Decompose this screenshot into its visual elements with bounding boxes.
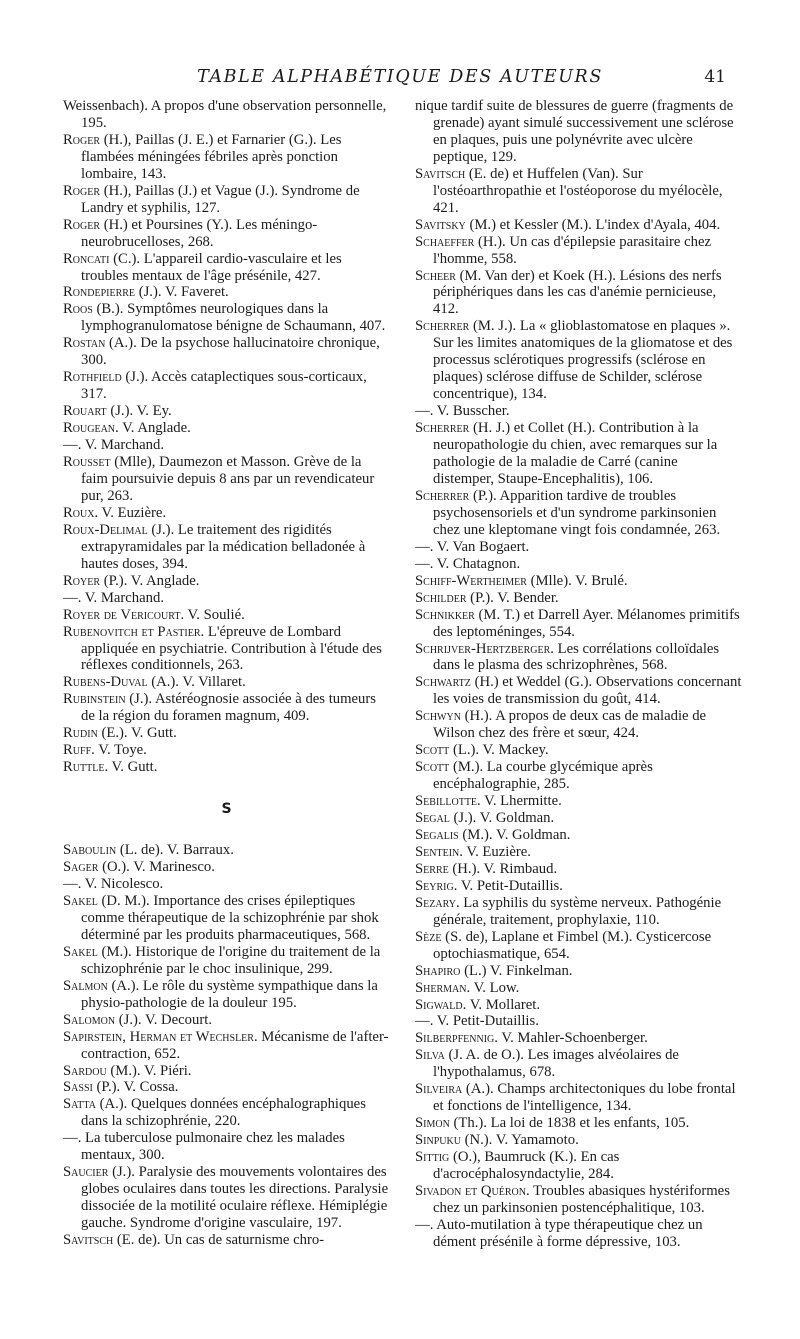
index-entry <box>63 420 390 437</box>
author-name: Rubens-Duval <box>63 674 148 691</box>
author-name: Ruff <box>63 742 92 759</box>
entry-text: (H.). Un cas d'épilepsie parasitaire chez l'homme, 558. <box>433 233 712 267</box>
index-entry <box>63 1232 390 1249</box>
entry-text: . La syphilis du système nerveux. Pathogénie générale, traitement, prophylaxie, 110. <box>433 894 722 928</box>
entry-text: . Les corrélations colloïdales dans le plasma des schrizophrènes, 568. <box>433 640 720 674</box>
index-entry <box>63 590 390 607</box>
author-name: Schaeffer <box>415 233 475 250</box>
author-name: Roux-Delimal <box>63 521 148 538</box>
author-name: Sittig <box>415 1149 450 1166</box>
index-entry <box>415 488 742 539</box>
index-entry <box>63 522 390 573</box>
index-entry <box>415 420 742 488</box>
index-entry <box>415 1013 742 1030</box>
entry-text: (O.). V. Marinesco. <box>98 859 215 876</box>
author-name: Schwyn <box>415 708 461 725</box>
entry-text: (J.). Paralysie des mouvements volontaires des globes oculaires dans toutes les directions. Paralysie dissociée de la motilité oculaire réflexe. Hémiplégie gauche. Syndrome d'origine vasculaire, 197. <box>81 1164 389 1232</box>
author-name: Savitsch <box>63 1232 114 1249</box>
entry-text: (M.). La courbe glycémique après encéphalographie, 285. <box>433 759 653 793</box>
entry-text: . V. Anglade. <box>115 420 191 437</box>
index-entry <box>415 742 742 759</box>
index-entry <box>415 234 742 268</box>
entry-text: (M.). V. Piéri. <box>106 1062 192 1079</box>
author-name: Salmon <box>63 977 108 994</box>
author-name: Schiff-Wertheimer <box>415 572 527 589</box>
author-name: Ruttle <box>63 759 105 776</box>
index-entry <box>415 403 742 420</box>
entry-text: —. V. Marchand. <box>63 437 165 454</box>
index-entry <box>63 573 390 590</box>
index-entry <box>63 335 390 369</box>
entry-text: (P.). V. Cossa. <box>92 1079 179 1096</box>
entry-text: —. V. Busscher. <box>415 403 510 420</box>
entry-text: . Troubles abasiques hystériformes chez un parkinsonien postencéphalitique, 103. <box>433 1183 730 1216</box>
index-entry <box>63 893 390 944</box>
author-name: Sherman <box>415 979 467 996</box>
index-entry <box>63 978 390 1012</box>
author-name: Silveira <box>415 1081 463 1098</box>
left-column <box>63 98 390 1249</box>
index-entry <box>63 725 390 742</box>
author-name: Scherrer <box>415 420 470 437</box>
author-name: Rostan <box>63 335 106 352</box>
index-entry <box>415 1217 742 1251</box>
right-column <box>415 98 742 1251</box>
author-name: Simon <box>415 1115 450 1132</box>
index-entry <box>415 1115 742 1132</box>
index-entry <box>415 607 742 641</box>
index-entry <box>415 861 742 878</box>
author-name: Sezary <box>415 894 456 911</box>
index-entry <box>415 793 742 810</box>
entry-text: (J.). Le traitement des rigidités extrapyramidales par la médication belladonée à hautes doses, 394. <box>81 521 366 572</box>
index-entry <box>415 539 742 556</box>
entry-text: (A.). Le rôle du système sympathique dans la physio-pathologie de la douleur 195. <box>81 977 378 1011</box>
index-entry <box>63 674 390 691</box>
author-name: Rougean <box>63 420 116 437</box>
entry-text: (J. A. de O.). Les images alvéolaires de l'hypothalamus, 678. <box>433 1047 679 1081</box>
author-name: Roger <box>63 131 101 148</box>
author-name: Sapirstein, Herman et Wechsler <box>63 1028 254 1045</box>
index-entry <box>63 624 390 675</box>
index-entry <box>63 132 390 183</box>
section-letter-text: S <box>221 800 232 817</box>
entry-text: (M.). V. Goldman. <box>458 826 571 843</box>
index-entry <box>63 217 390 251</box>
author-name: Serre <box>415 860 449 877</box>
section-letter <box>63 776 390 842</box>
index-entry <box>63 1164 390 1232</box>
author-name: Scherrer <box>415 487 470 504</box>
author-name: Schwartz <box>415 674 471 691</box>
author-name: Royer de Vericourt <box>63 606 181 623</box>
index-entry <box>415 929 742 963</box>
entry-text: (J.). Accès cataplectiques sous-corticaux, 317. <box>81 369 367 403</box>
author-name: Saboulin <box>63 842 117 859</box>
index-entry <box>63 1130 390 1164</box>
author-name: Savitsch <box>415 165 466 182</box>
author-name: Royer <box>63 572 101 589</box>
entry-text: (A.). Champs architectoniques du lobe frontal et fonctions de l'intelligence, 134. <box>433 1081 736 1115</box>
entry-text: (J.). V. Faveret. <box>135 284 229 301</box>
author-name: Rothfield <box>63 369 122 386</box>
entry-text: (J.). V. Decourt. <box>115 1011 213 1028</box>
author-name: Rudin <box>63 725 98 742</box>
entry-text: (P.). Apparition tardive de troubles psychosensoriels et d'un syndrome parkinsonien chez une kleptomane vingt fois condamnée, 263. <box>433 487 721 538</box>
entry-text: . V. Euzière. <box>459 843 531 860</box>
author-name: Rubenovitch et Pastier <box>63 623 201 640</box>
author-name: Sakel <box>63 892 98 909</box>
entry-text: (H.), Paillas (J. E.) et Farnarier (G.). Les flambées méningées fébriles après ponction lombaire, 143. <box>81 131 342 182</box>
index-entry <box>415 556 742 573</box>
author-name: Roncati <box>63 250 110 267</box>
index-entry <box>415 1149 742 1183</box>
author-name: Sakel <box>63 943 98 960</box>
author-name: Savitsky <box>415 216 466 233</box>
entry-text: (A.). De la psychose hallucinatoire chronique, 300. <box>81 335 380 369</box>
entry-text: (H.) et Poursines (Y.). Les méningo-neurobrucelloses, 268. <box>81 216 318 250</box>
entry-text: Weissenbach). A propos d'une observation personnelle, 195. <box>63 98 387 131</box>
index-entry <box>63 691 390 725</box>
entry-text: —. V. Van Bogaert. <box>415 538 530 555</box>
author-name: Sinpuku <box>415 1132 461 1149</box>
entry-text: (H.). A propos de deux cas de maladie de Wilson chez des frère et sœur, 424. <box>433 708 707 742</box>
index-entry <box>415 980 742 997</box>
entry-text: (L.) V. Finkelman. <box>460 962 573 979</box>
author-name: Rouart <box>63 403 107 420</box>
entry-text: (E. de). Un cas de saturnisme chro- <box>113 1232 325 1249</box>
index-entry <box>415 963 742 980</box>
index-entry <box>415 878 742 895</box>
author-name: Sassi <box>63 1079 93 1096</box>
index-entry <box>63 437 390 454</box>
index-entry <box>415 166 742 217</box>
index-entry <box>63 1079 390 1096</box>
index-entry <box>63 301 390 335</box>
entry-text: nique tardif suite de blessures de guerre (fragments de grenade) ayant simulé successivement une sclérose en plaques, puis une polynévrite avec ulcère peptique, 129. <box>415 98 734 165</box>
entry-text: (M.) et Kessler (M.). L'index d'Ayala, 404. <box>465 216 721 233</box>
author-name: Segal <box>415 810 450 827</box>
index-entry <box>415 810 742 827</box>
index-entry <box>415 1047 742 1081</box>
entry-text: (M. J.). La « glioblastomatose en plaques ». Sur les limites anatomiques de la gliomatose et des processus sclérotiques progressifs (sclérose en plaques) sclérose diffuse de Schilder, sclérose concentrique), 134. <box>433 318 733 403</box>
index-entry <box>415 217 742 234</box>
index-entry <box>63 251 390 285</box>
author-name: Schnikker <box>415 606 475 623</box>
index-entry <box>415 1081 742 1115</box>
entry-text: . V. Gutt. <box>104 759 158 776</box>
entry-text: (H.), Paillas (J.) et Vague (J.). Syndrome de Landry et syphilis, 127. <box>81 182 360 216</box>
entry-text: . V. Mahler-Schoenberger. <box>494 1030 648 1047</box>
entry-text: (B.). Symptômes neurologiques dans la lymphogranulomatose bénigne de Schaumann, 407. <box>81 301 386 335</box>
index-entry <box>415 641 742 675</box>
author-name: Sebillotte <box>415 793 478 810</box>
index-entry <box>63 842 390 859</box>
index-entry <box>63 284 390 301</box>
author-name: Sèze <box>415 928 442 945</box>
entry-text: . V. Petit-Dutaillis. <box>453 877 563 894</box>
entry-text: (M.). Historique de l'origine du traitement de la schizophrénie par le choc insulinique, 299. <box>81 943 381 977</box>
index-entry <box>63 454 390 505</box>
entry-text: (A.). Quelques données encéphalographiques dans la schizophrénie, 220. <box>81 1096 366 1130</box>
index-entry <box>63 944 390 978</box>
author-name: Salomon <box>63 1011 116 1028</box>
entry-text: (A.). V. Villaret. <box>147 674 246 691</box>
entry-text: . V. Mollaret. <box>462 996 540 1013</box>
author-name: Roger <box>63 216 101 233</box>
author-name: Scott <box>415 742 450 759</box>
page-header <box>0 62 800 92</box>
index-entry <box>415 1030 742 1047</box>
entry-text: . L'épreuve de Lombard appliquée en psychiatrie. Contribution à l'étude des réflexes conditionnels, 263. <box>81 623 382 674</box>
entry-text: (H. J.) et Collet (H.). Contribution à la neuropathologie du chien, avec remarques sur la pathologie de la maladie de Carré (canine distemper, Staupe-Encephalitis), 106. <box>433 420 718 487</box>
index-entry <box>63 505 390 522</box>
author-name: Roux <box>63 504 95 521</box>
entry-text: (P.). V. Bender. <box>466 589 559 606</box>
author-name: Scherrer <box>415 318 470 335</box>
author-name: Rubinstein <box>63 691 126 708</box>
entry-text: (D. M.). Importance des crises épileptiques comme thérapeutique de la schizophrénie par shok déterminé par les produits pharmaceutiques, 568. <box>81 892 379 943</box>
entry-text: (L.). V. Mackey. <box>449 742 549 759</box>
author-name: Sardou <box>63 1062 107 1079</box>
running-title: TABLE ALPHABÉTIQUE DES AUTEURS <box>197 67 603 87</box>
author-name: Sigwald <box>415 996 463 1013</box>
index-entry <box>415 268 742 319</box>
author-name: Silva <box>415 1047 445 1064</box>
author-name: Rondepierre <box>63 284 136 301</box>
index-entry <box>415 827 742 844</box>
index-entry <box>415 674 742 708</box>
index-entry <box>63 1096 390 1130</box>
author-name: Sager <box>63 859 99 876</box>
index-entry <box>415 573 742 590</box>
author-name: Roger <box>63 182 101 199</box>
entry-text: (P.). V. Anglade. <box>100 572 200 589</box>
index-entry <box>415 759 742 793</box>
index-entry <box>63 876 390 893</box>
index-entry <box>415 708 742 742</box>
entry-text: (L. de). V. Barraux. <box>116 842 234 859</box>
index-entry <box>63 759 390 776</box>
author-name: Scott <box>415 759 450 776</box>
entry-text: —. Auto-mutilation à type thérapeutique chez un dément présénile à forme dépressive, 103. <box>415 1216 703 1250</box>
index-entry <box>63 742 390 759</box>
entry-text: . V. Low. <box>466 979 520 996</box>
entry-text: (M. T.) et Darrell Ayer. Mélanomes primitifs des leptoméninges, 554. <box>433 606 740 640</box>
entry-text: (S. de), Laplane et Fimbel (M.). Cysticercose optochiasmatique, 654. <box>433 928 712 962</box>
index-entry <box>63 369 390 403</box>
author-name: Schrijver-Hertzberger <box>415 640 551 657</box>
index-entry <box>415 997 742 1014</box>
index-entry <box>415 1183 742 1217</box>
entry-text: (M. Van der) et Koek (H.). Lésions des nerfs périphériques dans les cas d'anémie pernicieuse, 412. <box>433 267 722 318</box>
entry-text: (J.). V. Ey. <box>106 403 172 420</box>
entry-text: (Th.). La loi de 1838 et les enfants, 105. <box>449 1115 690 1132</box>
entry-text: . V. Toye. <box>91 742 147 759</box>
author-name: Saucier <box>63 1164 109 1181</box>
entry-text: (H.). V. Rimbaud. <box>448 860 558 877</box>
entry-text: . V. Lhermitte. <box>477 793 562 810</box>
entry-text: —. V. Petit-Dutaillis. <box>415 1013 539 1030</box>
author-name: Schilder <box>415 589 467 606</box>
entry-text: . V. Soulié. <box>180 606 245 623</box>
entry-text: (Mlle). V. Brulé. <box>526 572 628 589</box>
index-entry <box>63 403 390 420</box>
index-entry <box>63 1012 390 1029</box>
entry-text: . Mécanisme de l'after-contraction, 652. <box>81 1028 389 1062</box>
entry-text: (H.) et Weddel (G.). Observations concernant les voies de transmission du goût, 414. <box>433 674 742 708</box>
index-entry <box>415 98 742 166</box>
author-name: Sivadon et Quéron <box>415 1183 526 1199</box>
author-name: Shapiro <box>415 962 461 979</box>
index-entry <box>415 895 742 929</box>
author-name: Silberpfennig <box>415 1030 495 1047</box>
author-name: Seyrig <box>415 877 454 894</box>
entry-text: (E.). V. Gutt. <box>97 725 177 742</box>
index-entry <box>63 607 390 624</box>
entry-text: (O.), Baumruck (K.). En cas d'acrocéphalosyndactylie, 284. <box>433 1149 620 1183</box>
entry-text: —. La tuberculose pulmonaire chez les malades mentaux, 300. <box>63 1130 345 1164</box>
index-entry <box>415 318 742 403</box>
entry-text: (Mlle), Daumezon et Masson. Grève de la faim poursuivie depuis 8 ans par un revendicateur pur, 263. <box>81 454 375 504</box>
index-entry <box>63 98 390 132</box>
entry-text: (J.). V. Goldman. <box>449 810 555 827</box>
author-name: Rousset <box>63 454 111 471</box>
entry-text: —. V. Chatagnon. <box>415 555 521 572</box>
index-entry <box>63 1063 390 1080</box>
author-name: Sentein <box>415 843 460 860</box>
entry-text: (E. de) et Huffelen (Van). Sur l'ostéoarthropathie et l'ostéoporose du myélocèle, 421. <box>433 165 723 216</box>
index-entry <box>63 1029 390 1063</box>
entry-text: —. V. Marchand. <box>63 589 165 606</box>
entry-text: —. V. Nicolesco. <box>63 876 164 893</box>
author-name: Roos <box>63 301 93 318</box>
index-entry <box>415 1132 742 1149</box>
entry-text: (N.). V. Yamamoto. <box>460 1132 579 1149</box>
index-entry <box>63 859 390 876</box>
index-entry <box>63 183 390 217</box>
entry-text: (J.). Astéréognosie associée à des tumeurs de la région du foramen magnum, 409. <box>81 691 377 725</box>
index-entry <box>415 590 742 607</box>
index-entry <box>415 844 742 861</box>
entry-text: . V. Euzière. <box>94 504 167 521</box>
page-number: 41 <box>704 67 726 87</box>
author-name: Satta <box>63 1096 96 1113</box>
author-name: Segalis <box>415 826 459 843</box>
entry-text: (C.). L'appareil cardio-vasculaire et les troubles mentaux de l'âge présénile, 427. <box>81 250 342 284</box>
author-name: Scheer <box>415 267 456 284</box>
